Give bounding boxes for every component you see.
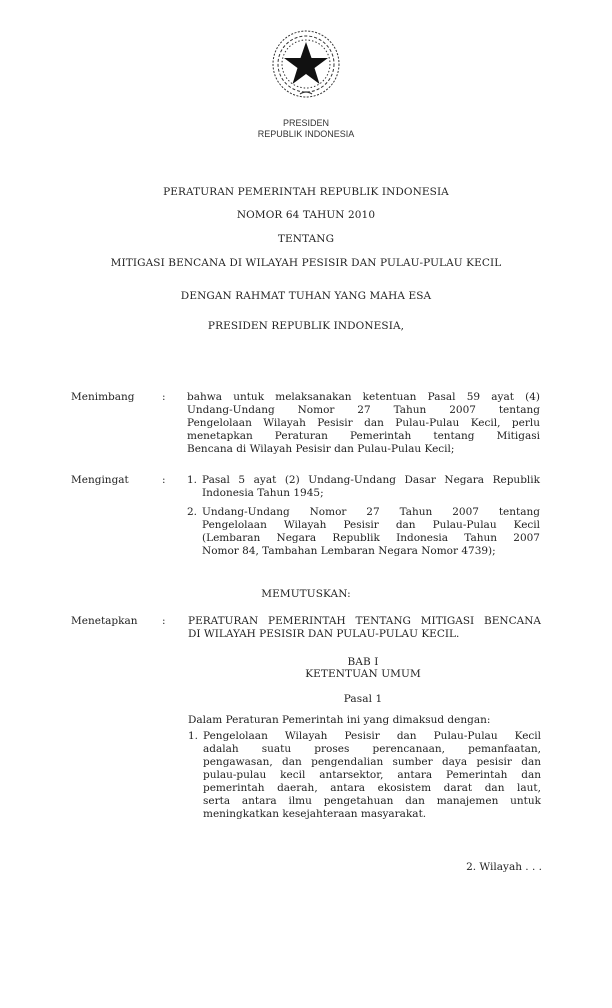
menimbang-label: Menimbang xyxy=(71,391,135,403)
pasal-line: pengawasan, dan pengendalian sumber daya pesisir dan xyxy=(203,756,541,768)
regulation-number: NOMOR 64 TAHUN 2010 xyxy=(236,209,376,221)
pasal-item-number: 1. xyxy=(188,730,199,742)
regulation-subject: MITIGASI BENCANA DI WILAYAH PESISIR DAN PULAU-PULAU KECIL xyxy=(110,257,502,269)
mengingat-line: Indonesia Tahun 1945; xyxy=(202,487,324,499)
pasal-item-1 xyxy=(203,730,541,821)
header-presiden: PRESIDEN xyxy=(282,118,329,128)
mengingat-line: Undang-Undang Nomor 27 Tahun 2007 tentang xyxy=(202,506,540,518)
menetapkan-label: Menetapkan xyxy=(71,615,138,627)
menimbang-line: bahwa untuk melaksanakan ketentuan Pasal 59 ayat (4) xyxy=(187,391,540,403)
pasal-title: Pasal 1 xyxy=(343,693,383,705)
pasal-line: serta antara ilmu pengetahuan dan manajemen untuk xyxy=(203,795,541,807)
menimbang-line: Undang-Undang Nomor 27 Tahun 2007 tentang xyxy=(187,404,540,416)
garuda-star-emblem-icon xyxy=(270,28,342,100)
pasal-intro xyxy=(188,714,541,727)
page-continuation: 2. Wilayah . . . xyxy=(466,861,542,873)
pasal-line: pulau-pulau kecil antarsektor, antara Pemerintah dan xyxy=(203,769,541,781)
menetapkan-text xyxy=(188,615,541,641)
regulation-title: PERATURAN PEMERINTAH REPUBLIK INDONESIA xyxy=(163,186,449,198)
invocation: DENGAN RAHMAT TUHAN YANG MAHA ESA xyxy=(180,290,432,302)
mengingat-line: Nomor 84, Tambahan Lembaran Negara Nomor 4739); xyxy=(202,545,496,557)
mengingat-colon: : xyxy=(162,474,166,486)
mengingat-item-number: 2. xyxy=(187,506,198,518)
menetapkan-line: PERATURAN PEMERINTAH TENTANG MITIGASI BENCANA xyxy=(188,615,541,627)
mengingat-line: (Lembaran Negara Republik Indonesia Tahun 2007 xyxy=(202,532,540,544)
president-heading: PRESIDEN REPUBLIK INDONESIA, xyxy=(207,320,405,332)
menimbang-line: menetapkan Peraturan Pemerintah tentang Mitigasi xyxy=(187,430,540,442)
bab-title: KETENTUAN UMUM xyxy=(305,668,421,680)
header-republik-indonesia: REPUBLIK INDONESIA xyxy=(257,129,355,139)
pasal-intro-line: Dalam Peraturan Pemerintah ini yang dimaksud dengan: xyxy=(188,714,491,726)
mengingat-line: Pasal 5 ayat (2) Undang-Undang Dasar Negara Republik xyxy=(202,474,540,486)
tentang-label: TENTANG xyxy=(277,233,335,245)
memutuskan-heading: MEMUTUSKAN: xyxy=(261,588,351,600)
menetapkan-colon: : xyxy=(162,615,166,627)
mengingat-item-1 xyxy=(202,474,540,500)
pasal-line: pemerintah daerah, antara ekosistem darat dan laut, xyxy=(203,782,541,794)
pasal-line: meningkatkan kesejahteraan masyarakat. xyxy=(203,808,427,820)
mengingat-line: Pengelolaan Wilayah Pesisir dan Pulau-Pulau Kecil xyxy=(202,519,540,531)
mengingat-label: Mengingat xyxy=(71,474,129,486)
menimbang-line: Bencana di Wilayah Pesisir dan Pulau-Pulau Kecil; xyxy=(187,443,455,455)
menimbang-text xyxy=(187,391,540,456)
menetapkan-line: DI WILAYAH PESISIR DAN PULAU-PULAU KECIL. xyxy=(188,628,460,640)
pasal-line: adalah suatu proses perencanaan, pemanfaatan, xyxy=(203,743,541,755)
mengingat-item-2 xyxy=(202,506,540,558)
menimbang-line: Pengelolaan Wilayah Pesisir dan Pulau-Pulau Kecil, perlu xyxy=(187,417,540,429)
menimbang-colon: : xyxy=(162,391,166,403)
bab-number: BAB I xyxy=(347,656,379,668)
pasal-line: Pengelolaan Wilayah Pesisir dan Pulau-Pulau Kecil xyxy=(203,730,541,742)
mengingat-item-number: 1. xyxy=(187,474,198,486)
